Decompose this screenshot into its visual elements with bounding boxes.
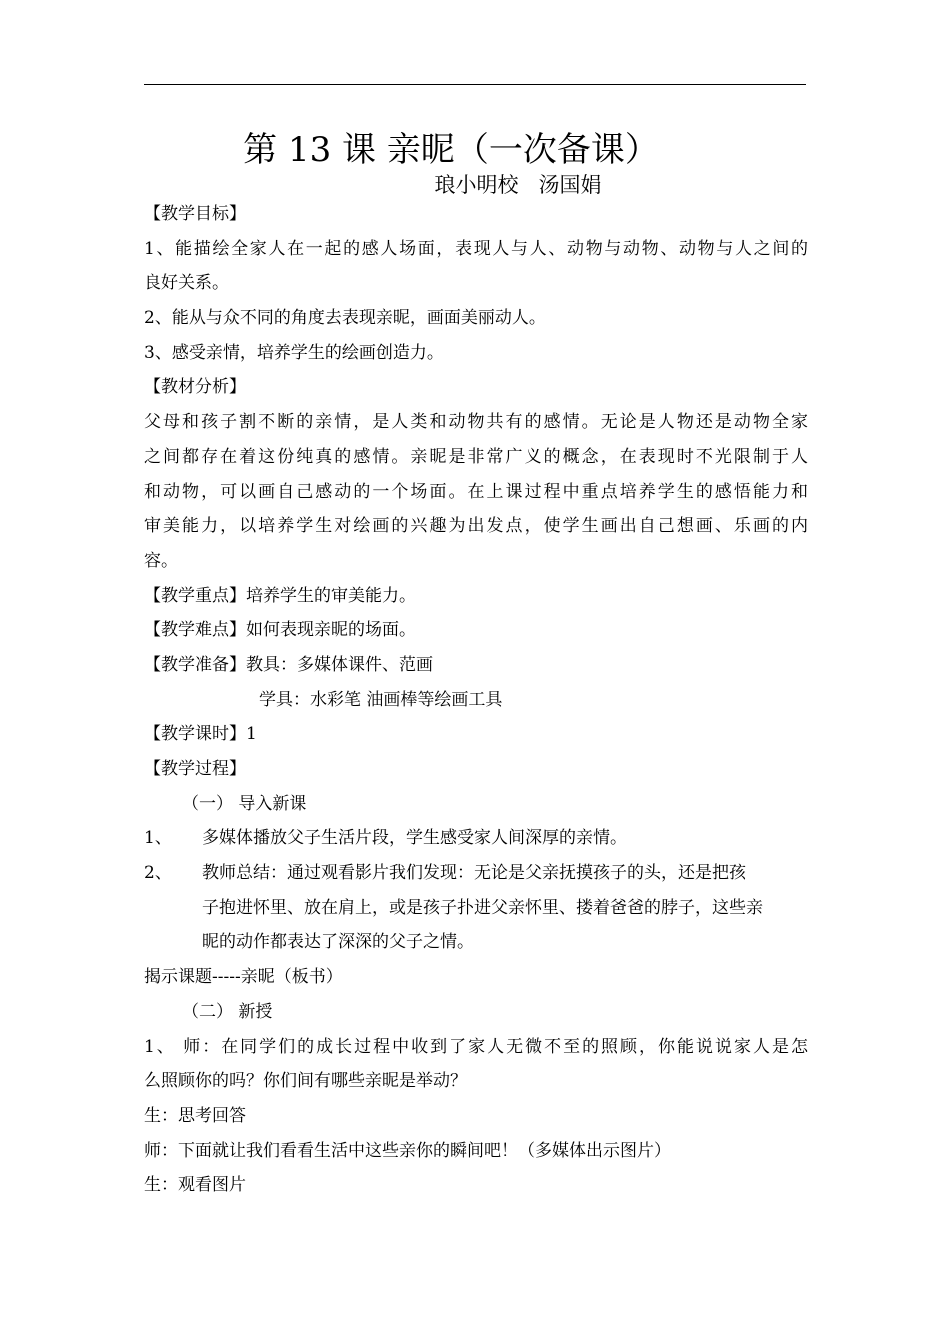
paragraph-line: 良好关系。 (144, 273, 229, 294)
paragraph-line: 生：思考回答 (144, 1105, 246, 1126)
header-rule (144, 84, 806, 85)
list-item (144, 821, 808, 856)
list-text: 子抱进怀里、放在肩上，或是孩子扑进父亲怀里、搂着爸爸的脖子，这些亲 (202, 897, 763, 918)
section-heading: 【教学目标】 (144, 204, 246, 224)
paragraph-line: 之间都存在着这份纯真的感情。亲昵是非常广义的概念，在表现时不光限制于人 (144, 446, 808, 467)
list-text: 多媒体播放父子生活片段，学生感受家人间深厚的亲情。 (202, 828, 627, 849)
list-text: 教师总结：通过观看影片我们发现：无论是父亲抚摸孩子的头，还是把孩 (202, 863, 746, 884)
paragraph-line: 审美能力，以培养学生对绘画的兴趣为出发点，使学生画出自己想画、乐画的内 (144, 516, 808, 537)
paragraph-line: 容。 (144, 550, 178, 571)
section-heading: 【教材分析】 (144, 377, 246, 398)
key-point-line: 【教学重点】培养学生的审美能力。 (144, 585, 416, 606)
list-text: 昵的动作都表达了深深的父子之情。 (202, 932, 474, 953)
preparation-line: 学具：水彩笔 油画棒等绘画工具 (259, 689, 503, 710)
paragraph-line: 3、感受亲情，培养学生的绘画创造力。 (144, 342, 444, 363)
paragraph-line: 和动物，可以画自己感动的一个场面。在上课过程中重点培养学生的感悟能力和 (144, 481, 808, 502)
subsection-heading: （一） 导入新课 (182, 793, 307, 814)
paragraph-line: 么照顾你的吗？你们间有哪些亲昵是举动？ (144, 1071, 467, 1092)
section-heading: 【教学过程】 (144, 759, 246, 779)
paragraph-line: 1、 师：在同学们的成长过程中收到了家人无微不至的照顾，你能说说家人是怎 (144, 1036, 808, 1057)
subsection-heading: （二） 新授 (182, 1001, 273, 1022)
paragraph-line: 2、能从与众不同的角度去表现亲昵，画面美丽动人。 (144, 308, 546, 329)
lesson-title: 第 13 课 亲昵（一次备课） (243, 130, 659, 170)
preparation-line: 【教学准备】教具：多媒体课件、范画 (144, 654, 433, 675)
list-number: 2、 (144, 863, 172, 884)
author-line: 琅小明校 汤国娟 (434, 173, 602, 197)
document-body (144, 197, 808, 1203)
paragraph-line: 揭示课题-----亲昵（板书） (144, 967, 343, 988)
list-item (144, 856, 808, 891)
paragraph-line: 父母和孩子割不断的亲情，是人类和动物共有的感情。无论是人物还是动物全家 (144, 412, 808, 433)
paragraph-line: 师：下面就让我们看看生活中这些亲你的瞬间吧！（多媒体出示图片） (144, 1140, 671, 1161)
difficulty-line: 【教学难点】如何表现亲昵的场面。 (144, 620, 416, 641)
paragraph-line: 1、能描绘全家人在一起的感人场面，表现人与人、动物与动物、动物与人之间的 (144, 238, 808, 259)
paragraph-line: 生：观看图片 (144, 1175, 246, 1196)
list-number: 1、 (144, 828, 172, 849)
hours-line: 【教学课时】1 (144, 724, 257, 745)
